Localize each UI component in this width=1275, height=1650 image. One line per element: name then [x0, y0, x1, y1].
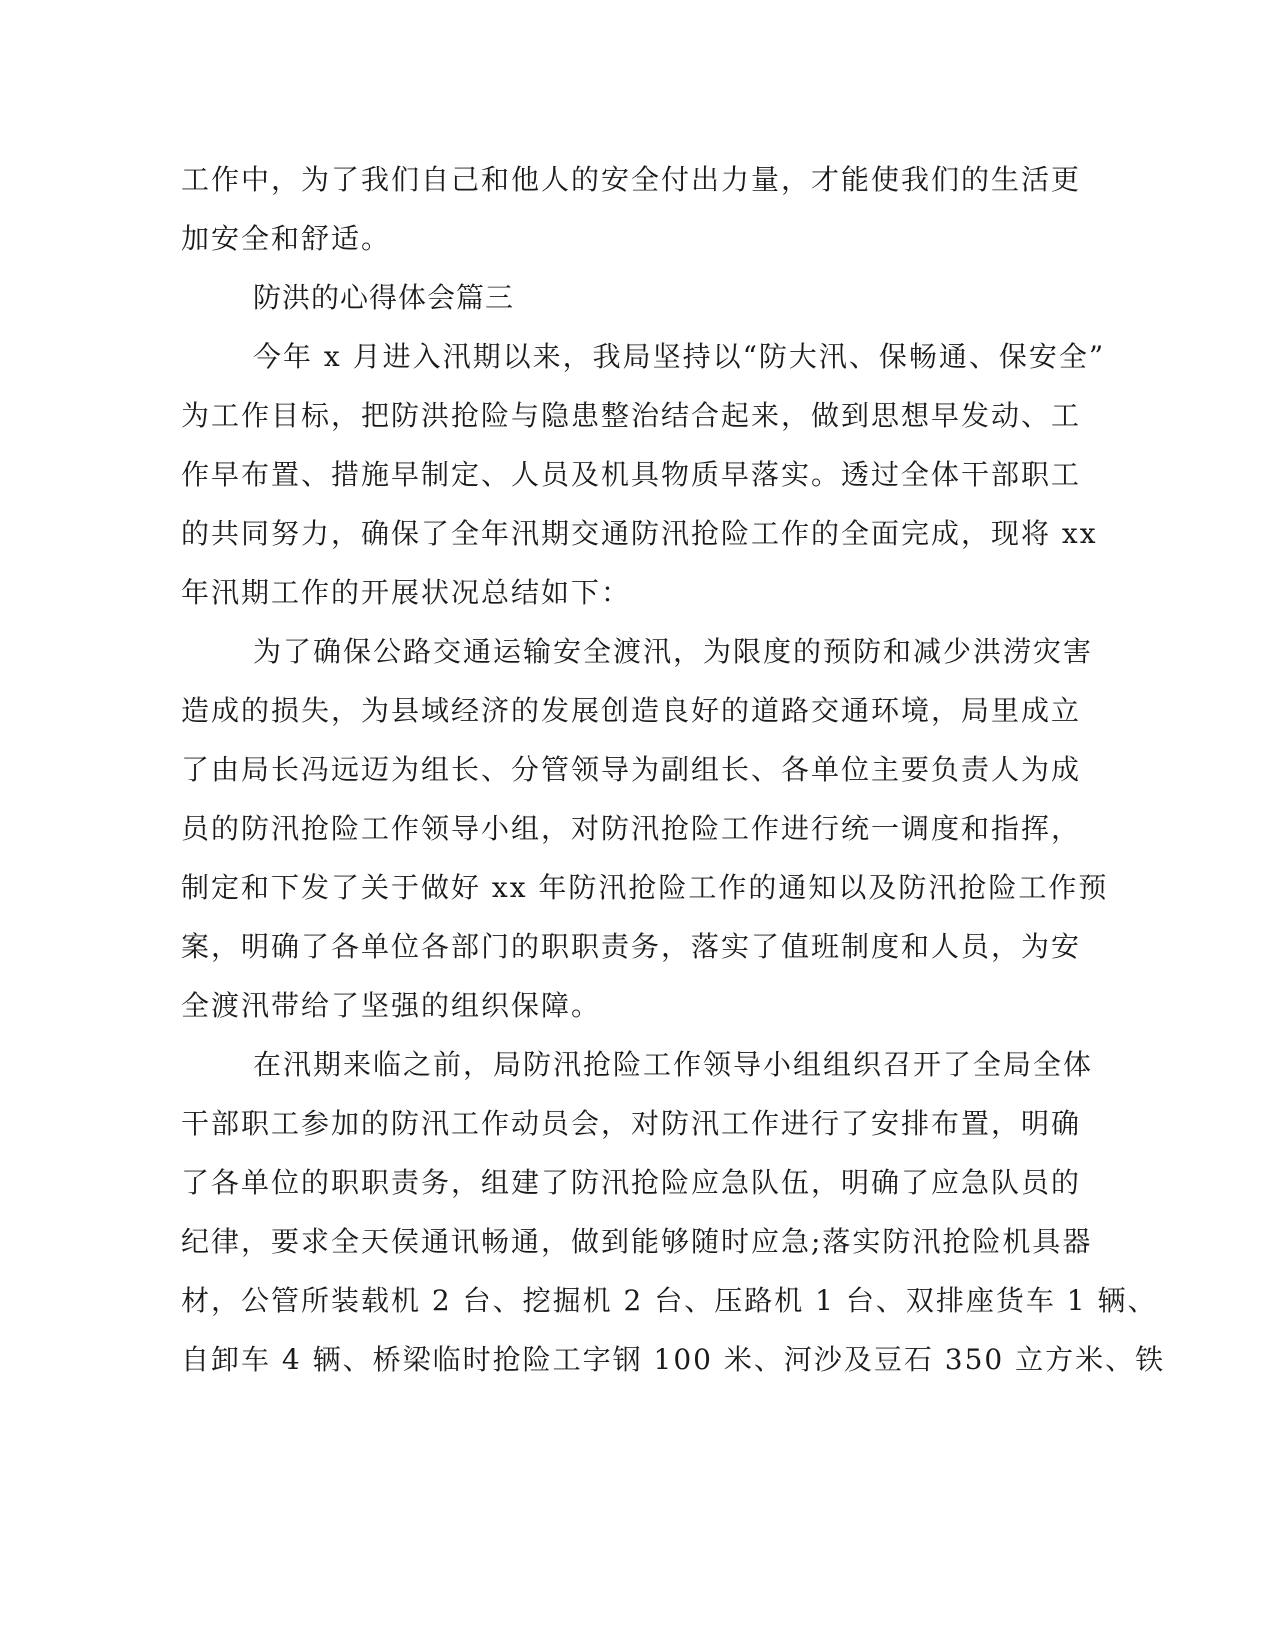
document-body — [181, 150, 1166, 1389]
text-line: 了由局长冯远迈为组长、分管领导为副组长、各单位主要负责人为成 — [181, 753, 1082, 786]
section-heading: 防洪的心得体会篇三 — [253, 281, 515, 314]
text-line: 了各单位的职职责务，组建了防汛抢险应急队伍，明确了应急队员的 — [181, 1166, 1082, 1199]
text-line: 干部职工参加的防汛工作动员会，对防汛工作进行了安排布置，明确 — [181, 1107, 1082, 1140]
paragraph-3 — [181, 1035, 1166, 1389]
text-line: 为了确保公路交通运输安全渡汛，为限度的预防和减少洪涝灾害 — [253, 635, 1094, 668]
text-line: 年汛期工作的开展状况总结如下： — [181, 576, 632, 609]
paragraph-2 — [181, 622, 1109, 1035]
text-line: 今年 x 月进入汛期以来，我局坚持以“防大汛、保畅通、保安全” — [253, 340, 1106, 373]
text-line: 为工作目标，把防洪抢险与隐患整治结合起来，做到思想早发动、工 — [181, 399, 1082, 432]
text-line: 纪律，要求全天侯通讯畅通，做到能够随时应急;落实防汛抢险机具器 — [181, 1225, 1093, 1258]
text-line: 加安全和舒适。 — [181, 222, 392, 255]
text-line: 全渡汛带给了坚强的组织保障。 — [181, 989, 602, 1022]
text-line: 工作中，为了我们自己和他人的安全付出力量，才能使我们的生活更 — [181, 163, 1082, 196]
text-line: 作早布置、措施早制定、人员及机具物质早落实。透过全体干部职工 — [181, 458, 1082, 491]
text-line: 的共同努力，确保了全年汛期交通防汛抢险工作的全面完成，现将 xx — [181, 517, 1098, 550]
text-line: 制定和下发了关于做好 xx 年防汛抢险工作的通知以及防汛抢险工作预 — [181, 871, 1109, 904]
intro-paragraph — [181, 150, 1082, 268]
text-line: 员的防汛抢险工作领导小组，对防汛抢险工作进行统一调度和指挥， — [181, 812, 1082, 845]
text-line: 案，明确了各单位各部门的职职责务，落实了值班制度和人员，为安 — [181, 930, 1082, 963]
text-line: 造成的损失，为县域经济的发展创造良好的道路交通环境，局里成立 — [181, 694, 1082, 727]
text-line: 在汛期来临之前，局防汛抢险工作领导小组组织召开了全局全体 — [253, 1048, 1094, 1081]
text-line: 自卸车 4 辆、桥梁临时抢险工字钢 100 米、河沙及豆石 350 立方米、铁 — [181, 1343, 1166, 1376]
paragraph-1 — [181, 327, 1106, 622]
text-line: 材，公管所装载机 2 台、挖掘机 2 台、压路机 1 台、双排座货车 1 辆、 — [181, 1284, 1158, 1317]
